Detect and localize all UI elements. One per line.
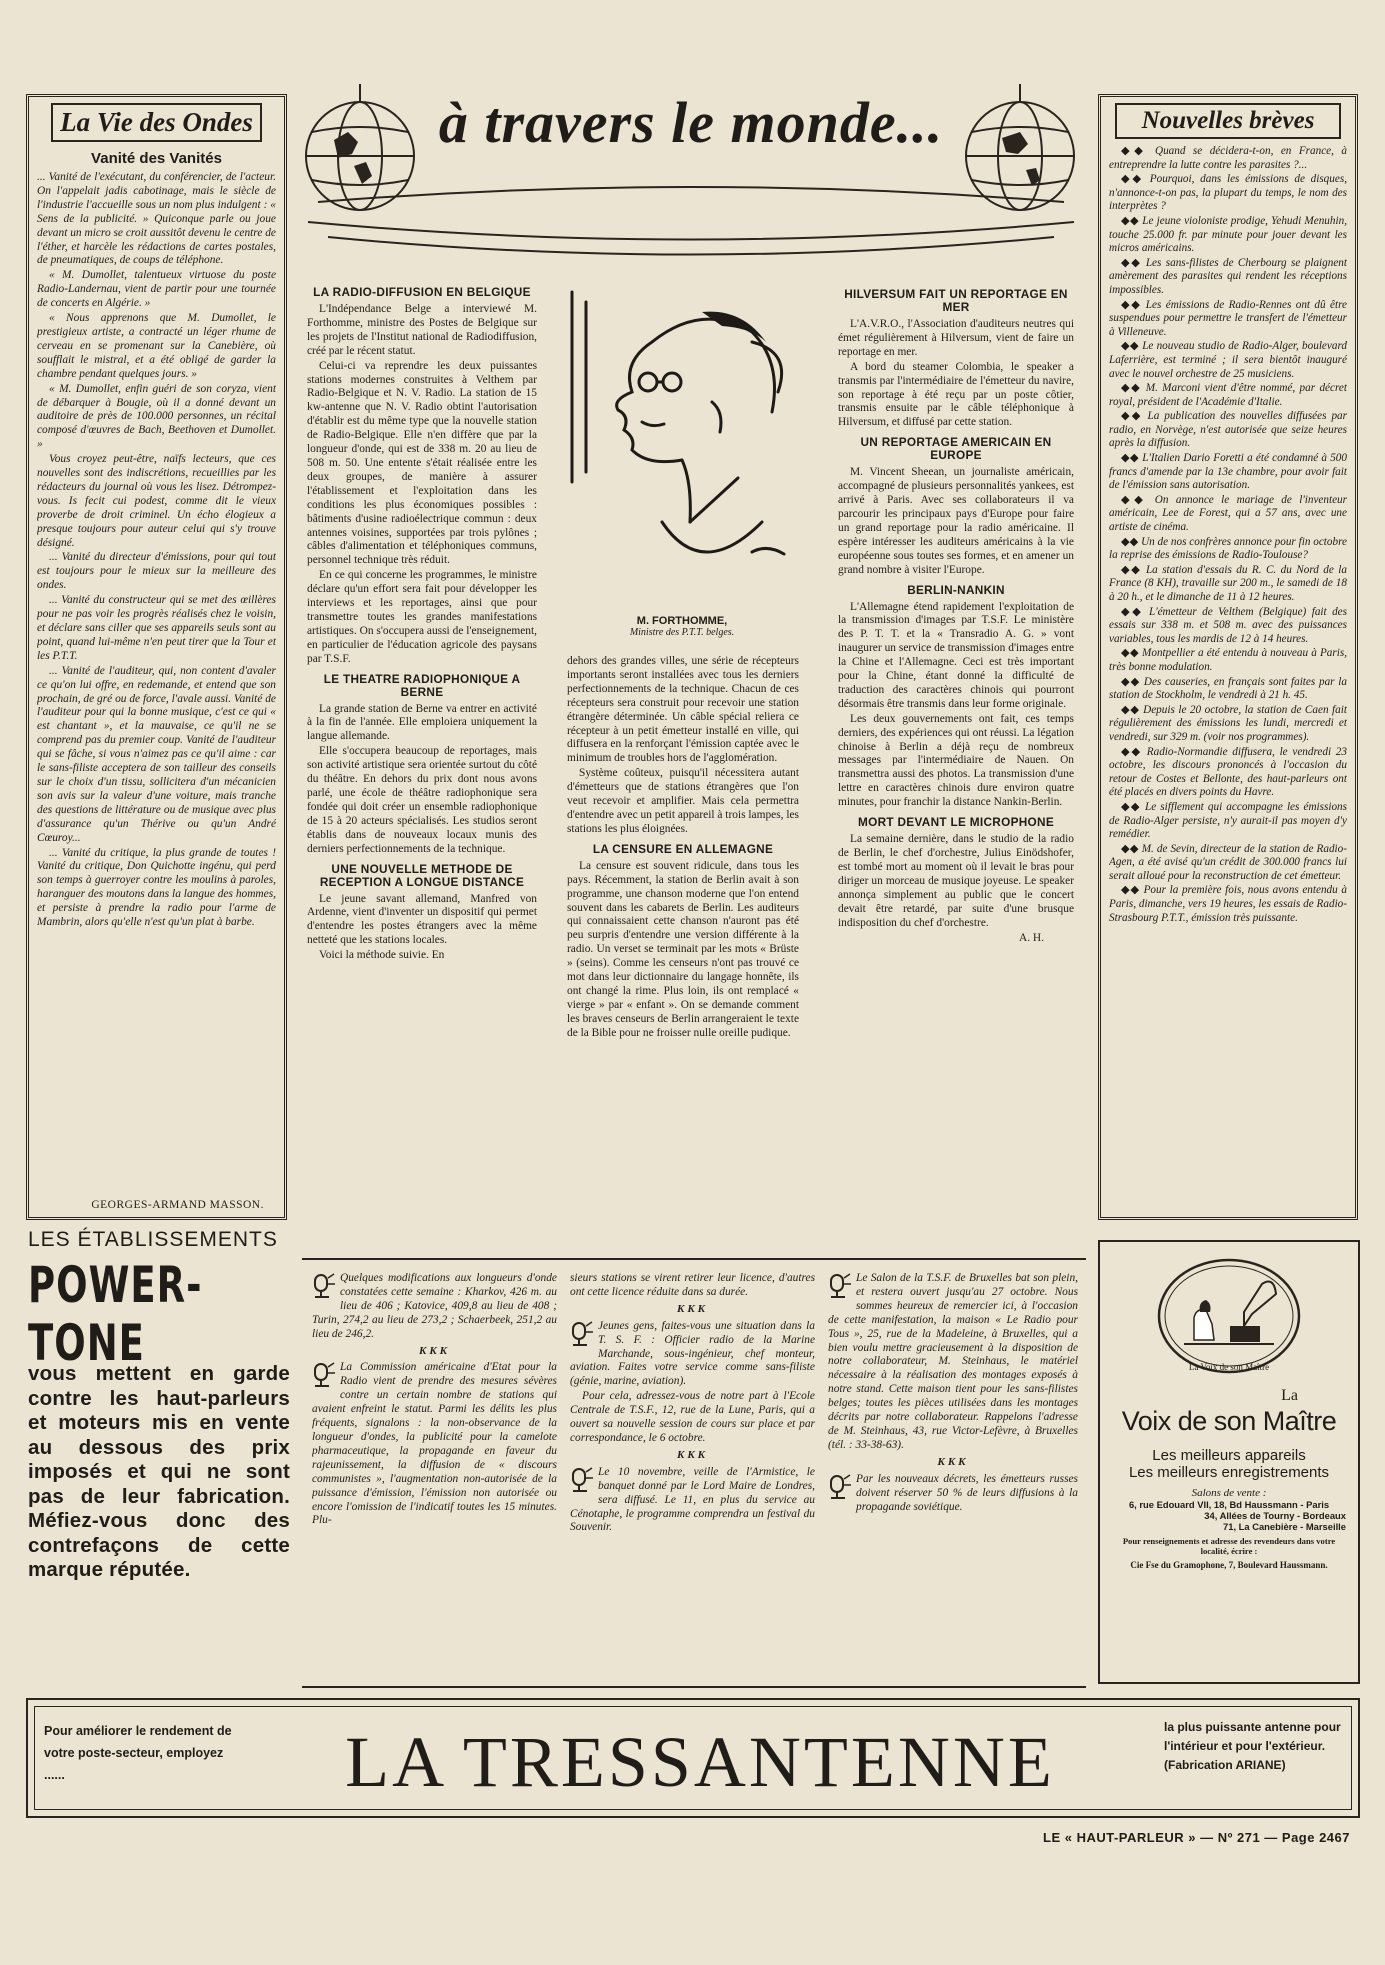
power-tone-ad [28, 1228, 290, 1678]
brief-item: ◆◆ M. Marconi vient d'être nommé, par décret royal, président de l'Académie d'Italie. [1109, 382, 1347, 408]
lower-news-box [302, 1258, 1086, 1688]
left-paragraph: Vous croyez peut-être, naïfs lecteurs, que ces nouvelles sont des indiscrétions, recueillies par les rédacteurs du journal où vous les lisez. Détrompez-vous. Is fecit cui podest, comme dit le vieux proverbe de droit criminel. Un écho élogieux a presque toujours pour auteur celui qui s'y trouve désigné. [37, 453, 276, 549]
tressantenne-ad [26, 1698, 1360, 1818]
left-article-body [37, 171, 276, 1211]
diamond-icon: ◆◆ [1121, 800, 1145, 813]
left-column-box [26, 94, 287, 1220]
tressantenne-left: Pour améliorer le rendement de votre poste-secteur, employez ...... [44, 1724, 232, 1782]
diamond-icon: ◆◆ [1121, 173, 1150, 186]
portrait-name: M. FORTHOMME, [636, 615, 728, 627]
diamond-icon: ◆◆ [1121, 647, 1143, 660]
news-item: La Commission américaine d'Etat pour la Radio vient de prendre des mesures sévères contre un certain nombre de stations qui avaient enfreint le statut. Parmi les délits les plus fréquents, signalons : la non-observance de la longueur d'ondes, la publicité pour la camelote pharmaceutique, la propagande en faveur du rajeunissement, la diffusion de « discours communistes », l'augmentation non-autorisée de la puissance d'émission, l'émission non autorisée ou encore l'omission de l'indicatif toutes les 15 minutes. Plu- [312, 1361, 557, 1527]
microphone-icon [828, 1272, 852, 1300]
paragraph: La grande station de Berne va entrer en activité à la fin de l'année. Elle emploiera uniquement la langue allemande. [307, 702, 537, 743]
microphone-icon [570, 1466, 594, 1494]
diamond-icon: ◆◆ [1121, 452, 1143, 465]
left-paragraph: ... Vanité de l'exécutant, du conférencier, de l'acteur. On l'appelait jadis cabotinage, mais le siècle de l'industrie l'accueille sous un nom plus indulgent : « Sens de la publicité. » Quiconque parle ou joue devant un micro se croit aussitôt devenu le centre de l'éther, et harcèle les rédactions de cartes postales, de pneumatiques, de coups de téléphone. [37, 171, 276, 267]
diamond-icon: ◆◆ [1121, 605, 1149, 618]
brief-item: ◆◆ Le nouveau studio de Radio-Alger, boulevard Laferrière, est terminé ; il sera bientôt inauguré avec le nouvel orchestre de 25 musiciens. [1109, 340, 1347, 380]
power-tone-line1: LES ÉTABLISSEMENTS [28, 1228, 278, 1251]
diamond-icon: ◆◆ [1121, 745, 1147, 758]
section-title-belgique: LA RADIO-DIFFUSION EN BELGIQUE [313, 285, 531, 299]
microphone-icon [312, 1272, 336, 1300]
brief-item: ◆◆ L'Italien Dario Foretti a été condamné à 500 francs d'amende par la 13e chambre, pour avoir fait de l'émission sans autorisation. [1109, 452, 1347, 492]
diamond-icon: ◆◆ [1121, 842, 1142, 855]
section-title-berne: LE THEATRE RADIOPHONIQUE A BERNE [323, 671, 521, 699]
brief-item: ◆◆ Des causeries, en français sont faites par la station de Stockholm, le vendredi à 21 h. 45. [1109, 675, 1347, 702]
center-column-2 [567, 655, 799, 1255]
diamond-icon: ◆◆ [1121, 535, 1142, 548]
diamond-icon: ◆◆ [1121, 410, 1148, 423]
right-brief-list [1109, 145, 1347, 1215]
brief-item: ◆◆ La publication des nouvelles diffusées par radio, en Norvège, n'est autorisée que seize heures après la diffusion. [1109, 410, 1347, 450]
left-paragraph: ... Vanité du directeur d'émissions, pour qui tout est toujours pour le mieux sur la meilleure des ondes. [37, 551, 276, 592]
left-paragraph: « M. Dumollet, talentueux virtuose du poste Radio-Landernau, vient de partir pour une tournée de concerts en Algérie. » [37, 269, 276, 310]
center-column-1 [307, 280, 537, 1255]
left-paragraph: ... Vanité du constructeur qui se met des œillères pour ne pas voir les progrès réalisés chez le voisin, et déclare sans ciller que ses appareils seuls sont au point, quand lui-même n'en peut tirer que la Tour et les P.T.T. [37, 594, 276, 662]
brief-item: ◆◆ Le jeune violoniste prodige, Yehudi Menuhin, touche 25.000 fr. par minute pour jouer devant les micros américains. [1109, 214, 1347, 255]
voix-note: Pour renseignements et adresse des revendeurs dans votre localité, écrire : [1122, 1536, 1336, 1556]
voix-logo-text: La Voix de son Maître [1188, 1362, 1270, 1372]
paragraph: dehors des grandes villes, une série de récepteurs importants seront installées avec tous les derniers perfectionnements de la technique. Chacun de ces récepteurs sera construit pour recevoir une station étrangère déterminée. Un câble spécial reliera ce récepteur à un petit émetteur installé en ville, qui diffusera en la renforçant l'émission captée avec le minimum de troubles hors de l'agglomération. [567, 655, 799, 765]
power-tone-brand: POWER-TONE [28, 1256, 203, 1373]
lower-news-col-2 [570, 1272, 815, 1682]
diamond-icon: ◆◆ [1121, 214, 1143, 227]
voix-ad [1098, 1240, 1360, 1684]
diamond-icon: ◆◆ [1121, 145, 1155, 157]
voix-brand [1108, 1388, 1350, 1443]
voix-addr1: 6, rue Edouard VII, 18, Bd Haussmann - Paris [1128, 1499, 1330, 1510]
left-paragraph: ... Vanité du critique, la plus grande de toutes ! Vanité du critique, Don Quichotte ingénu, qui perd son temps à guerroyer contre les moulins à paroles, haranguer des moutons dans la langue des hommes, et persiste à prendre la radio pour l'arme de Mambrin, alors qu'elle n'est qu'un plat à barbe. [37, 846, 276, 929]
voix-addr3: 71, La Canebière - Marseille [1223, 1521, 1346, 1532]
voix-line1: Les meilleurs appareils [1152, 1447, 1306, 1464]
diamond-icon: ◆◆ [1121, 340, 1143, 353]
paragraph: M. Vincent Sheean, un journaliste américain, accompagné de plusieurs personnalités yankees, est arrivé à Paris. Avec ses collaborateurs il va parcourir les principaux pays d'Europe pour faire un grand reportage pour la radio américaine. Il espère intéresser les auditeurs américains à la vie européenne sous toutes ses formes, et en amener un grand nombre à visiter l'Europe. [838, 466, 1074, 576]
lower-news-col-3 [828, 1272, 1078, 1682]
left-author: GEORGES-ARMAND MASSON. [91, 1199, 264, 1211]
section-title-methode: UNE NOUVELLE METHODE DE RECEPTION A LONGUE DISTANCE [319, 861, 525, 889]
left-paragraph: ... Vanité de l'auditeur, qui, non content d'avaler ce qu'on lui offre, en redemande, et entend que son prochain, de gré ou de force, l'avale aussi. Vanité de l'auditeur pour qui la bonne musique, c'est ce qui « est chantant », et la mauvaise, ce qu'il ne se comprend pas du premier coup. Vanité de l'auditeur qui se fâche, si vous n'aimez pas ce qu'il aime : car le sans-filiste acceptera de son tailleur des conseils sur le choix d'un tissu, sollicitera d'un mécanicien son avis sur la valeur d'une voiture, mais tranche des questions de littérature ou de musique avec plus d'assurance qu'un Thérive ou qu'un André Cœuroy... [37, 664, 276, 844]
brief-item: ◆◆ Montpellier a été entendu à nouveau à Paris, très bonne modulation. [1109, 647, 1347, 673]
paragraph: Elle s'occupera beaucoup de reportages, mais son activité artistique sera orientée surtout du côté du théâtre. En dehors du prix dont nous avons parlé, une école de théâtre radiophonique sera fondée qui doit créer un ensemble radiophonique de 15 à 20 acteurs spécialisés. Les studios seront établis dans de nouveaux locaux munis des derniers perfectionnements de la technique. [307, 745, 537, 855]
lower-news-col-1 [312, 1272, 557, 1682]
brief-item: ◆◆ Depuis le 20 octobre, la station de Caen fait régulièrement des émissions les lundi, mercredi et vendredi, sur 329 m. (voir nos programmes). [1109, 703, 1347, 743]
diamond-icon: ◆◆ [1121, 256, 1146, 269]
paragraph: L'Indépendance Belge a interviewé M. Forthomme, ministre des Postes de Belgique sur les projets de l'Institut national de Radiodiffusion, créé par le récent statut. [307, 303, 537, 357]
center-masthead [298, 82, 1084, 272]
diamond-icon: ◆◆ [1121, 493, 1155, 506]
brief-item: ◆◆ M. de Sevin, directeur de la station de Radio-Agen, a été avisé qu'un crédit de 300.000 francs lui serait alloué pour la reconstruction de cet émetteur. [1109, 842, 1347, 882]
diamond-icon: ◆◆ [1121, 563, 1146, 576]
news-item: sieurs stations se virent retirer leur licence, d'autres ont cette licence réduite dans sa durée. [570, 1272, 815, 1298]
brief-item: ◆◆ La station d'essais du R. C. du Nord de la France (8 KH), travaille sur 200 m., le samedi de 18 à 20 h., et le dimanche de 11 à 12 heures. [1109, 563, 1347, 603]
separator: KKK [418, 1344, 450, 1357]
initials: A. H. [1019, 932, 1044, 945]
paragraph: En ce qui concerne les programmes, le ministre déclare qu'un effort sera fait pour développer les interviews et les reportages, ainsi que pour transmettre toutes les grandes manifestations artistiques. On s'occupera aussi de l'enseignement, en particulier de l'éducation agricole des paysans par T.S.F. [307, 569, 537, 665]
page-footer: LE « HAUT-PARLEUR » — Nº 271 — Page 2467 [1043, 1830, 1350, 1845]
brief-item: ◆◆ L'émetteur de Velthem (Belgique) fait des essais sur 338 m. et 508 m. avec des puissances variables, tous les mardis de 12 à 14 heures. [1109, 605, 1347, 645]
center-column-3 [838, 282, 1074, 1257]
voix-company: Cie Fse du Gramophone, 7, Boulevard Haussmann. [1130, 1560, 1328, 1570]
voix-addr2: 34, Allées de Tourny - Bordeaux [1204, 1510, 1346, 1521]
diamond-icon: ◆◆ [1121, 382, 1146, 395]
paragraph: L'A.V.R.O., l'Association d'auditeurs neutres qui émet régulièrement à Hilversum, vient de faire un reportage en mer. [838, 318, 1074, 358]
power-tone-body: vous mettent en garde contre les haut-parleurs et moteurs mis en vente au dessous des prix imposés et qui ne sont pas de leur fabrication. Méfiez-vous donc des contrefaçons de cette marque réputée. [28, 1362, 290, 1581]
voix-salons: Salons de vente : [1191, 1487, 1267, 1499]
portrait-block [552, 282, 812, 640]
paragraph: Les deux gouvernements ont fait, ces temps derniers, des expériences qui ont réussi. La légation chinoise à Berlin a déjà reçu de nombreux messages par l'intermédiaire de Nauen. On transmettra aussi des photos. La transmission d'une lettre en caractères chinois dure environ quatre minutes, pour franchir la distance Nankin-Berlin. [838, 712, 1074, 809]
paragraph: Celui-ci va reprendre les deux puissantes stations modernes construites à Velthem par Radio-Belgique et N. V. Radio. La station de 15 kw-antenne que N. V. Radio obtint l'autorisation d'établir est du même type que la nouvelle station de Radio-Belgique. Elle n'en diffère que par la longueur d'onde, qui est de 338 m. 20 au lieu de 508 m. 50. Une entente s'était réalisée entre les deux groupes, de manière à assurer l'établissement et l'exploitation dans les conditions les plus économiques possibles : bâtiments d'usine radioélectrique commun : deux antennes voisines, supportées par trois pylônes ; câbles d'alimentation et téléphoniques communs, personnel technique très réduit. [307, 359, 537, 567]
section-title-nankin: BERLIN-NANKIN [907, 582, 1005, 597]
paragraph: Système coûteux, puisqu'il nécessitera autant d'émetteurs que de stations étrangères que l'on veut recevoir et amplifier. Mais cela permettra d'entendre avec un petit appareil à trois lampes, les stations les plus éloignées. [567, 767, 799, 835]
voix-brand-prefix: La [1281, 1387, 1298, 1404]
brief-item: ◆◆ Pour la première fois, nous avons entendu à Paris, dimanche, vers 19 heures, les essais de Radio-Strasbourg P.T.T., émission très puissante. [1109, 884, 1347, 924]
left-paragraph: « M. Dumollet, enfin guéri de son coryza, vient de débarquer à Bougie, où il a donné devant un auditoire de près de 100.000 personnes, un récital composé d'œuvres de Bach, Beethoven et Dumollet. » [37, 382, 276, 451]
brief-item: ◆◆ Radio-Normandie diffusera, le vendredi 23 octobre, les discours prononcés à l'occasion du retour de Costes et Bellonte, des haut-parleurs ont été placés en divers points du Havre. [1109, 745, 1347, 799]
news-item: Le 10 novembre, veille de l'Armistice, le banquet donné par le Lord Maire de Londres, sera diffusé. Le 11, en plus du service au Cénotaphe, le programme comprendra un festival du Souvenir. [570, 1465, 815, 1534]
separator: KKK [676, 1302, 708, 1315]
section-title-americain: UN REPORTAGE AMERICAIN EN EUROPE [860, 435, 1052, 463]
article-title: Vanité des Vanités [91, 150, 222, 167]
right-column-box [1098, 94, 1358, 1220]
section-title-hilversum: HILVERSUM FAIT UN REPORTAGE EN MER [844, 287, 1068, 314]
section-title-mort: MORT DEVANT LE MICROPHONE [857, 815, 1055, 830]
brief-item: ◆◆ Les émissions de Radio-Rennes ont dû être suspendues pour permettre le transfert de l'émetteur à Villeneuve. [1109, 298, 1347, 338]
brief-item: ◆◆ Le sifflement qui accompagne les émissions de Radio-Alger persiste, n'y aurait-il pas moyen d'y remédier. [1109, 800, 1347, 841]
microphone-icon [312, 1361, 336, 1389]
news-item: Jeunes gens, faites-vous une situation dans la T. S. F. : Officier radio de la Marine Marchande, sous-ingénieur, chef monteur, aviation. Faites votre service comme sans-filiste (génie, marine, aviation). [570, 1319, 815, 1388]
right-masthead: Nouvelles brèves [1115, 103, 1341, 139]
tressantenne-right: la plus puissante antenne pour l'intérieur et pour l'extérieur. (Fabrication ARIANE) [1164, 1720, 1341, 1772]
brief-item: ◆◆ Quand se décidera-t-on, en France, à entreprendre la lutte contre les parasites ?... [1109, 145, 1347, 171]
voix-brand-name: Voix de son Maître [1121, 1406, 1337, 1436]
left-masthead: La Vie des Ondes [51, 103, 262, 142]
section-title-censure: LA CENSURE EN ALLEMAGNE [592, 841, 774, 856]
news-item: Par les nouveaux décrets, les émetteurs russes doivent réserver 50 % de leurs diffusions à la propagande soviétique. [828, 1473, 1078, 1515]
news-item: Le Salon de la T.S.F. de Bruxelles bat son plein, et restera ouvert jusqu'au 27 octobre. Nous sommes heureux de remercier ici, à l'occasion de cette manifestation, la maison « Le Radio pour Tous », 25, rue de la Madeleine, à Bruxelles, qui a bien voulu mettre gracieusement à la disposition de notre collaborateur, M. Steinhaus, le matériel nécessaire à la réalisation des montages exposés à notre stand. Cette maison tient pour les sans-filistes belges; toutes les pièces utilisées dans les montages décrits par notre collaborateur. Rappelons l'adresse de M. Steinhaus, 43, rue Victor-Lefèvre, à Bruxelles (tél. : 33-38-63). [828, 1272, 1078, 1451]
diamond-icon: ◆◆ [1121, 675, 1144, 688]
paragraph: La censure est souvent ridicule, dans tous les pays. Récemment, la station de Berlin avait à son programme, une chanson moderne que l'on entend souvent dans les cabarets de Berlin. Les auditeurs qui connaissaient cette chanson n'auront pas été peu surpris d'entendre une version différente à la radio. Un verset se terminait par les mots « Brüste » (seins). Comme les censeurs n'ont pas trouvé ce mot dans leur dictionnaire du langage honnête, ils ont changé la rime. Plus loin, ils ont remplacé « vierge » par « enfant ». On se demande comment les braves censeurs de Berlin arrangeraient le texte de la Bible pour ne froisser nulle oreille pudique. [567, 859, 799, 1039]
paragraph: Le jeune savant allemand, Manfred von Ardenne, vient d'inventer un dispositif qui permet d'entendre les postes étrangers avec la même netteté que les stations locales. [307, 892, 537, 947]
left-paragraph: « Nous apprenons que M. Dumollet, le prestigieux artiste, a contracté un léger rhume de cerveau en se promenant sur la Canebière, où soufflait le mistral, et a été obligé de garder la chambre pendant quelques jours. » [37, 312, 276, 380]
voix-line2: Les meilleurs enregistrements [1128, 1464, 1330, 1481]
portrait-caricature-icon [552, 282, 812, 602]
news-item: Pour cela, adressez-vous de notre part à l'Ecole Centrale de T.S.F., 12, rue de la Lune, Paris, qui a ouvert sa nouvelle session de cours sur place et par correspondance, le 6 octobre. [570, 1390, 815, 1444]
separator: KKK [937, 1455, 969, 1468]
microphone-icon [828, 1473, 852, 1501]
brief-item: ◆◆ Les sans-filistes de Cherbourg se plaignent amèrement des parasites qui rendent les réceptions impossibles. [1109, 256, 1347, 296]
microphone-icon [570, 1320, 594, 1348]
paragraph: L'Allemagne étend rapidement l'exploitation de la transmission d'images par T.S.F. Le ministère des P. T. T. et la « Transradio A. G. » vont inaugurer un service de transmission d'images entre la Chine et l'Allemagne. Ceci est très important pour la Chine, étant donné la difficulté de traduction des caractères chinois qui pourront désormais être transmis dans leur forme originale. [838, 600, 1074, 710]
tressantenne-brand: LA TRESSANTENNE [345, 1722, 1055, 1802]
paragraph: A bord du steamer Colombia, le speaker a transmis par l'intermédiaire de l'émetteur du navire, son reportage à été reçu par un poste côtier, transmis ensuite par le câble téléphonique à Hilversum, et diffusé par cette station. [838, 360, 1074, 429]
brief-item: ◆◆ On annonce le mariage de l'inventeur américain, Lee de Forest, qui a 57 ans, avec une artiste de cinéma. [1109, 493, 1347, 534]
paragraph: Voici la méthode suivie. En [319, 949, 445, 962]
brief-item: ◆◆ Pourquoi, dans les émissions de disques, n'annonce-t-on pas, la plupart du temps, le nom des interprètes ? [1109, 173, 1347, 213]
diamond-icon: ◆◆ [1121, 703, 1144, 716]
center-masthead-title: à travers le monde... [438, 90, 944, 155]
paragraph: La semaine dernière, dans le studio de la radio de Berlin, le chef d'orchestre, Julius Einödshofer, est tombé mort au moment où il levait le bras pour diriger un morceau de musique joyeuse. Le speaker annonça simplement au public que le concert devait être retardé, par suite d'une brusque indisposition du chef d'orchestre. [838, 833, 1074, 929]
diamond-icon: ◆◆ [1121, 298, 1146, 311]
portrait-subtitle: Ministre des P.T.T. belges. [629, 627, 735, 638]
diamond-icon: ◆◆ [1121, 884, 1144, 897]
brief-item: ◆◆ Un de nos confrères annonce pour fin octobre la reprise des émissions de Radio-Toulouse? [1109, 535, 1347, 562]
separator: KKK [676, 1448, 708, 1461]
news-item: Quelques modifications aux longueurs d'onde constatées cette semaine : Kharkov, 426 m. au lieu de 406 ; Katovice, 409,8 au lieu de 408 ; Turin, 274,2 au lieu de 273,2 ; Schaerbeek, 251,2 au lieu de 246,2. [312, 1272, 557, 1340]
